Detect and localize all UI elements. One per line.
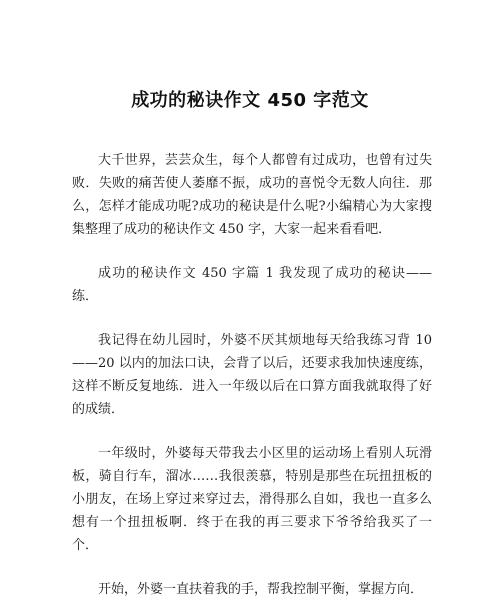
paragraph-intro: 大千世界，芸芸众生，每个人都曾有过成功，也曾有过失败．失败的痛苦使人萎靡不振，成功的喜悦令无数人向往．那么，怎样才能成功呢?成功的秘诀是什么呢?小编精心为大家搜集整理了成功的秘诀作文 450 字，大家一起来看看吧． [72, 153, 432, 237]
document-title: 成功的秘诀作文 450 字范文 [131, 90, 369, 111]
paragraph-first-grade: 一年级时，外婆每天带我去小区里的运动场上看别人玩滑板，骑自行车，溜冰……我很羡慕，特别是那些在玩扭扭板的小朋友，在场上穿过来穿过去，滑得那么自如，我也一直多么想有一个扭扭板啊．终于在我的再三要求下爷爷给我买了一个． [72, 446, 432, 553]
paragraph-kindergarten: 我记得在幼儿园时，外婆不厌其烦地每天给我练习背 10——20 以内的加法口诀，会背了以后，还要求我加快速度练，这样不断反复地练．进入一年级以后在口算方面我就取得了好的成绩． [72, 333, 432, 417]
document-body [72, 149, 432, 601]
paragraph-heading-1: 成功的秘诀作文 450 字篇 1 我发现了成功的秘诀——练． [72, 266, 432, 304]
paragraph-beginning: 开始，外婆一直扶着我的手，帮我控制平衡，掌握方向． [98, 582, 424, 597]
